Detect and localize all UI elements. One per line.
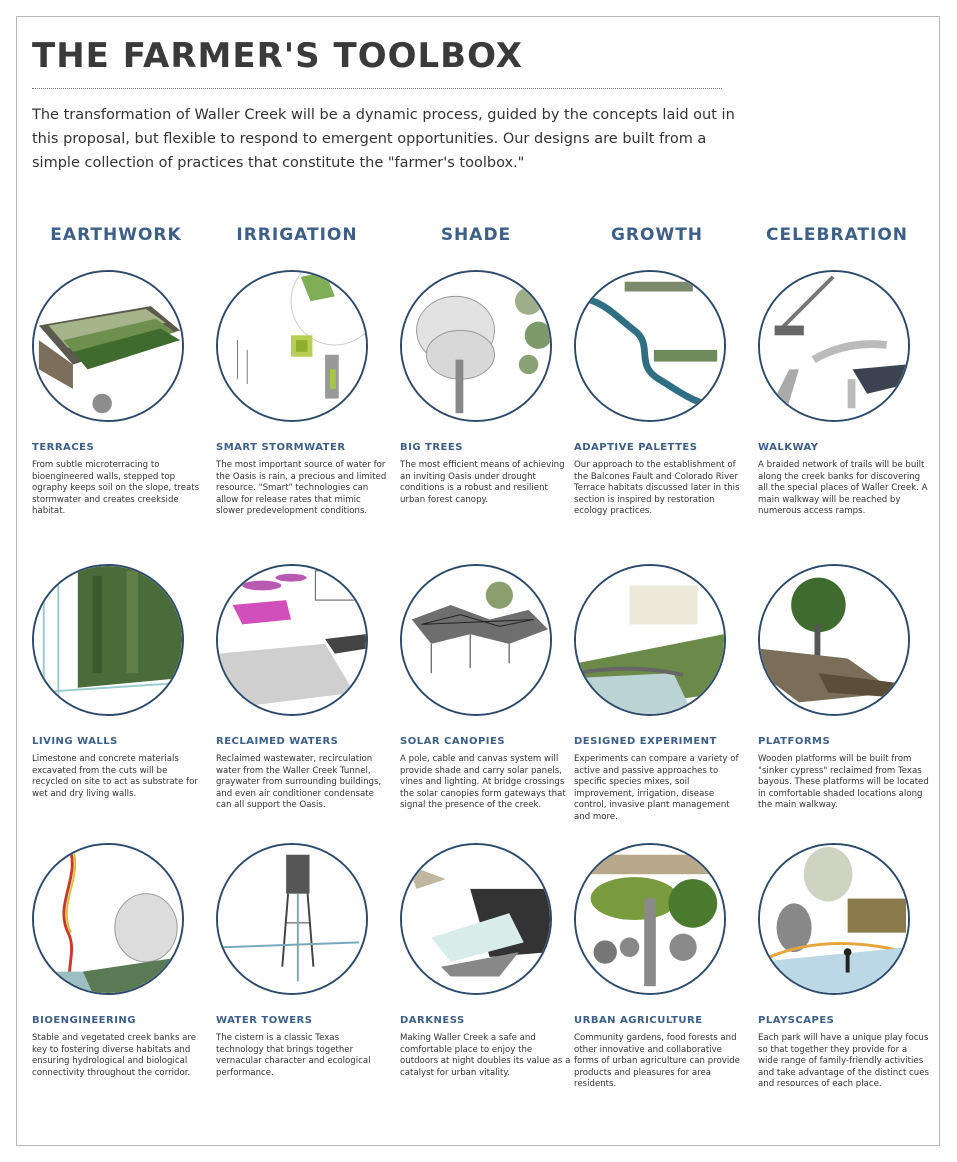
column-header-celebration: CELEBRATION bbox=[765, 225, 909, 245]
item-description: Experiments can compare a variety of active and passive approaches to specific species mixes, soil improvement, irrigation, disease control, invasive plant management and more. bbox=[574, 754, 739, 822]
adaptive-palettes-illustration bbox=[574, 270, 726, 422]
item-title: WATER TOWERS bbox=[216, 1015, 313, 1026]
item-title: WALKWAY bbox=[758, 442, 819, 453]
darkness-illustration bbox=[400, 843, 552, 995]
item-description: The most efficient means of achieving an inviting Oasis under drought conditions is a robust and resilient urban forest canopy. bbox=[400, 460, 565, 505]
item-description: Making Waller Creek a safe and comfortable place to enjoy the outdoors at night doubles its value as a catalyst for urban vitality. bbox=[400, 1033, 571, 1078]
item-title: LIVING WALLS bbox=[32, 736, 118, 747]
item-description: Each park will have a unique play focus so that together they provide for a wide range of family-friendly activities and take advantage of the distinct cues and resources of each place. bbox=[758, 1033, 929, 1089]
water-towers-illustration bbox=[216, 843, 368, 995]
item-title: PLAYSCAPES bbox=[758, 1015, 835, 1026]
smart-stormwater-illustration bbox=[216, 270, 368, 422]
terraces-illustration bbox=[32, 270, 184, 422]
solar-canopies-illustration bbox=[400, 564, 552, 716]
item-title: BIG TREES bbox=[400, 442, 463, 453]
item-title: TERRACES bbox=[32, 442, 95, 453]
playscapes-illustration bbox=[758, 843, 910, 995]
column-header-shade: SHADE bbox=[440, 225, 512, 245]
item-description: Wooden platforms will be built from "sinker cypress" reclaimed from Texas bayous. These platforms will be located in comfortable shaded locations along the main walkway. bbox=[758, 754, 929, 810]
item-description: Reclaimed wastewater, recirculation water from the Waller Creek Tunnel, graywater from surrounding buildings, and even air conditioner condensate can all support the Oasis. bbox=[216, 754, 382, 810]
item-title: SMART STORMWATER bbox=[216, 442, 346, 453]
column-header-growth: GROWTH bbox=[610, 225, 704, 245]
designed-experiment-illustration bbox=[574, 564, 726, 716]
reclaimed-waters-illustration bbox=[216, 564, 368, 716]
column-header-irrigation: IRRIGATION bbox=[236, 225, 358, 245]
column-header-earthwork: EARTHWORK bbox=[50, 225, 182, 245]
item-description: Stable and vegetated creek banks are key to fostering diverse habitats and ensuring hydrological and biological connectivity throughout the corridor. bbox=[32, 1033, 197, 1078]
bioengineering-illustration bbox=[32, 843, 184, 995]
page-title: THE FARMER'S TOOLBOX bbox=[32, 36, 523, 76]
big-trees-illustration bbox=[400, 270, 552, 422]
item-description: The cistern is a classic Texas technology that brings together vernacular character and ecological performance. bbox=[216, 1033, 371, 1078]
item-title: URBAN AGRICULTURE bbox=[574, 1015, 703, 1026]
intro-paragraph: The transformation of Waller Creek will be a dynamic process, guided by the concepts laid out in this proposal, but flexible to respond to emergent opportunities. Our designs are built from a simple collection of practices that constitute the "farmer's toolbox." bbox=[32, 107, 735, 171]
item-description: From subtle microterracing to bioengineered walls, stepped top ography keeps soil on the slope, treats stormwater and creates creekside habitat. bbox=[32, 460, 200, 516]
item-title: DESIGNED EXPERIMENT bbox=[574, 736, 717, 747]
walkway-illustration bbox=[758, 270, 910, 422]
item-description: Our approach to the establishment of the Balcones Fault and Colorado River Terrace habitats discussed later in this section is inspired by restoration ecology practices. bbox=[574, 460, 740, 516]
item-description: A braided network of trails will be built along the creek banks for discovering all the special places of Waller Creek. A main walkway will be reached by numerous access ramps. bbox=[758, 460, 928, 516]
urban-agriculture-illustration bbox=[574, 843, 726, 995]
item-title: DARKNESS bbox=[400, 1015, 465, 1026]
item-title: SOLAR CANOPIES bbox=[400, 736, 506, 747]
item-description: Limestone and concrete materials excavated from the cuts will be recycled on site to act as substrate for wet and dry living walls. bbox=[32, 754, 198, 799]
item-description: Community gardens, food forests and other innovative and collaborative forms of urban agriculture can provide products and pleasures for area residents. bbox=[574, 1033, 740, 1089]
item-title: BIOENGINEERING bbox=[32, 1015, 137, 1026]
item-description: The most important source of water for the Oasis is rain, a precious and limited resource. "Smart" technologies can allow for release rates that mimic slower predevelopment conditions. bbox=[216, 460, 387, 516]
item-title: ADAPTIVE PALETTES bbox=[574, 442, 698, 453]
platforms-illustration bbox=[758, 564, 910, 716]
item-description: A pole, cable and canvas system will provide shade and carry solar panels, vines and lighting. At bridge crossings the solar canopies form gateways that signal the presence of the creek. bbox=[400, 754, 566, 810]
item-title: RECLAIMED WATERS bbox=[216, 736, 339, 747]
title-divider bbox=[32, 88, 722, 89]
living-walls-illustration bbox=[32, 564, 184, 716]
item-title: PLATFORMS bbox=[758, 736, 831, 747]
